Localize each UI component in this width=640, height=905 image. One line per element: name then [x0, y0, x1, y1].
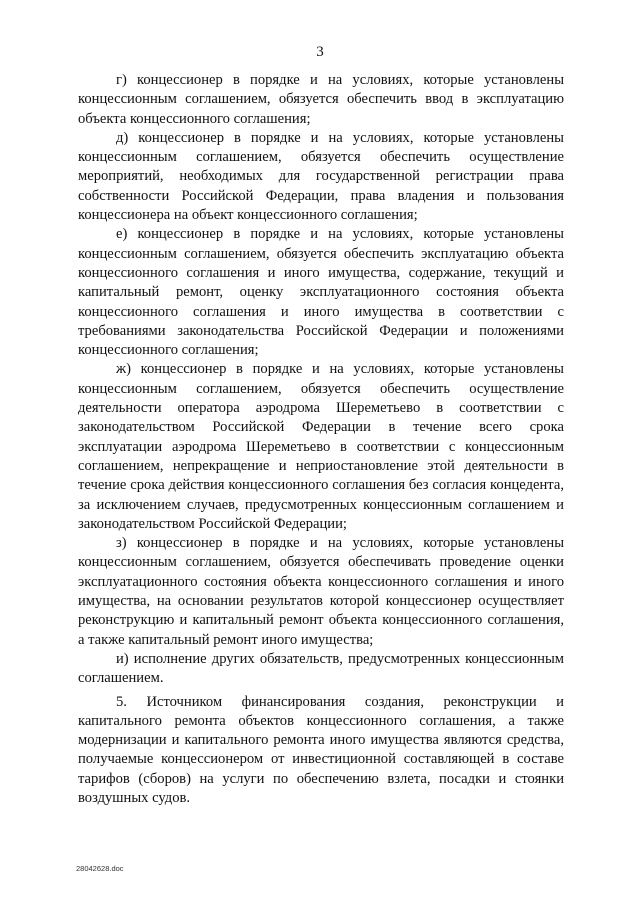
- footer-file-code: 28042628.doc: [76, 864, 124, 873]
- document-body: [78, 71, 564, 808]
- paragraph-item-g: г) концессионер в порядке и на условиях, которые установлены концессионным соглашением, обязуется обеспечить ввод в эксплуатацию объекта концессионного соглашения;: [78, 72, 564, 127]
- paragraph-item-zh: ж) концессионер в порядке и на условиях, которые установлены концессионным соглашением, обязуется обеспечить осуществление деятельности оператора аэродрома Шереметьево в соответствии с законодательством Российской Федерации в течение всего срока эксплуатации аэродрома Шереметьево в соответствии с концессионным соглашением, непрекращение и неприостановление этой деятельности в течение срока действия концессионного соглашения без согласия концедента, за исключением случаев, предусмотренных концессионным соглашением и законодательством Российской Федерации;: [78, 361, 564, 532]
- paragraph-item-z: з) концессионер в порядке и на условиях, которые установлены концессионным соглашением, обязуется обеспечивать проведение оценки эксплуатационного состояния объекта концессионного соглашения и иного имущества, на основании результатов которой концессионер осуществляет реконструкцию и капитальный ремонт объекта концессионного соглашения, а также капитальный ремонт иного имущества;: [78, 535, 564, 648]
- paragraph-item-e: е) концессионер в порядке и на условиях, которые установлены концессионным соглашением, обязуется обеспечить эксплуатацию объекта концессионного соглашения и иного имущества, содержание, текущий и капитальный ремонт, оценку эксплуатационного состояния объекта концессионного соглашения и иного имущества в соответствии с требованиями законодательства Российской Федерации и положениями концессионного соглашения;: [78, 226, 564, 359]
- paragraph-section-5: 5. Источником финансирования создания, реконструкции и капитального ремонта объектов концессионного соглашения, а также модернизации и капитального ремонта иного имущества являются средства, получаемые концессионером от инвестиционной составляющей в составе тарифов (сборов) на услуги по обеспечению взлета, посадки и стоянки воздушных судов.: [78, 693, 564, 806]
- paragraph-item-i: и) исполнение других обязательств, предусмотренных концессионным соглашением.: [78, 650, 564, 687]
- page-number: 3: [316, 44, 324, 60]
- paragraph-item-d: д) концессионер в порядке и на условиях, которые установлены концессионным соглашением, обязуется обеспечить осуществление мероприятий, необходимых для государственной регистрации права собственности Российской Федерации, права владения и пользования концессионера на объект концессионного соглашения;: [78, 129, 564, 224]
